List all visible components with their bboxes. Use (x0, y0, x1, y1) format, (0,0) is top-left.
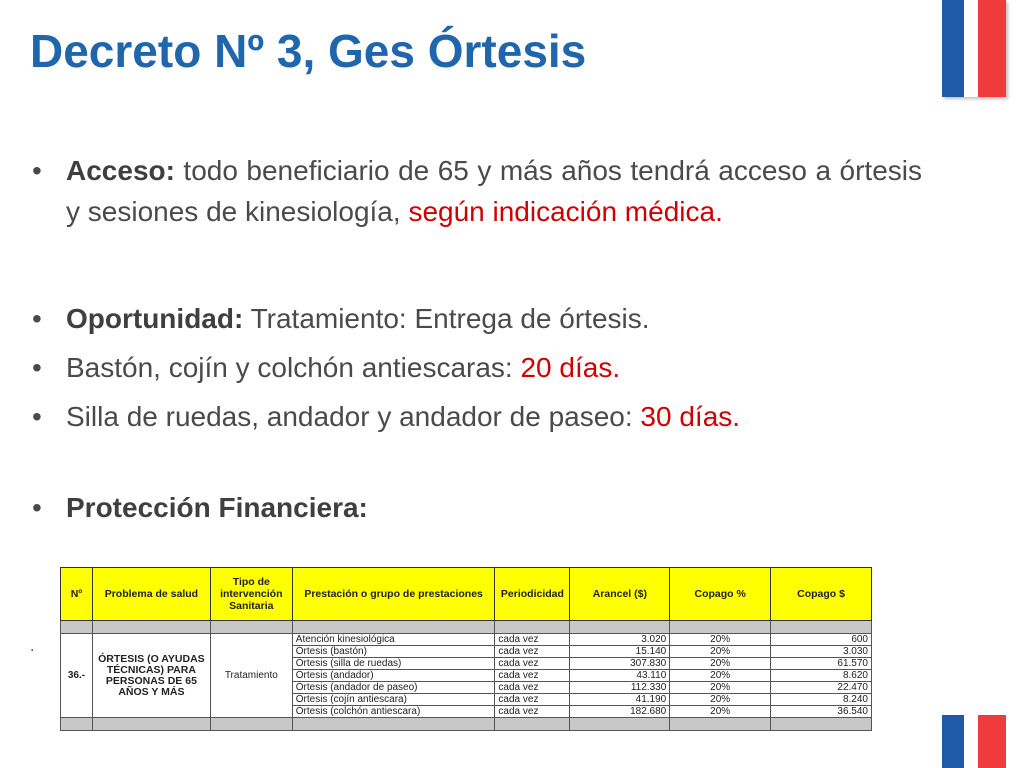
cell-copago-val: 36.540 (771, 706, 872, 718)
baston-red-text: 20 días. (520, 352, 621, 383)
silla-text: Silla de ruedas, andador y andador de paseo: (66, 401, 633, 432)
header-problema: Problema de salud (92, 568, 210, 621)
health-problem: ÓRTESIS (O AYUDAS TÉCNICAS) PARA PERSONAS DE 65 AÑOS Y MÁS (92, 634, 210, 718)
acceso-red-text: según indicación médica. (408, 196, 723, 227)
spacer-row (61, 621, 872, 634)
cell-copago-pct: 20% (670, 670, 771, 682)
cell-copago-val: 600 (771, 634, 872, 646)
cell-prestacion: Órtesis (andador) (292, 670, 495, 682)
cell-periodicidad: cada vez (495, 694, 570, 706)
header-periodicidad: Periodicidad (495, 568, 570, 621)
silla-red-text: 30 días. (640, 401, 741, 432)
chile-flag-decoration-bottom (942, 715, 1006, 768)
cell-copago-val: 61.570 (771, 658, 872, 670)
bullet-oportunidad (30, 298, 922, 339)
spacer-row (61, 718, 872, 731)
cell-arancel: 112.330 (570, 682, 670, 694)
bullet-proteccion (30, 487, 922, 528)
cell-arancel: 15.140 (570, 646, 670, 658)
cell-copago-pct: 20% (670, 682, 771, 694)
header-n: Nº (61, 568, 93, 621)
cell-copago-val: 3.030 (771, 646, 872, 658)
financial-table (60, 567, 872, 731)
cell-copago-val: 22.470 (771, 682, 872, 694)
bullet-list (30, 150, 922, 528)
header-copago-val: Copago $ (771, 568, 872, 621)
table-row (61, 634, 872, 646)
proteccion-label: Protección Financiera: (66, 492, 368, 523)
oportunidad-text: Tratamiento: Entrega de órtesis. (250, 303, 650, 334)
cell-prestacion: Atención kinesiológica (292, 634, 495, 646)
acceso-label: Acceso: (66, 155, 175, 186)
header-arancel: Arancel ($) (570, 568, 670, 621)
oportunidad-label: Oportunidad: (66, 303, 244, 334)
cell-copago-val: 8.240 (771, 694, 872, 706)
bullet-silla (30, 396, 922, 437)
bullet-acceso (30, 150, 922, 232)
cell-arancel: 182.680 (570, 706, 670, 718)
cell-periodicidad: cada vez (495, 634, 570, 646)
cell-prestacion: Órtesis (bastón) (292, 646, 495, 658)
cell-periodicidad: cada vez (495, 670, 570, 682)
row-number: 36.- (61, 634, 93, 718)
cell-copago-pct: 20% (670, 658, 771, 670)
intervention-type: Tratamiento (210, 634, 292, 718)
cell-copago-val: 8.620 (771, 670, 872, 682)
cell-copago-pct: 20% (670, 706, 771, 718)
cell-copago-pct: 20% (670, 694, 771, 706)
cell-prestacion: Órtesis (cojín antiescara) (292, 694, 495, 706)
cell-periodicidad: cada vez (495, 658, 570, 670)
header-prestacion: Prestación o grupo de prestaciones (292, 568, 495, 621)
stray-dot: . (30, 638, 35, 655)
cell-arancel: 43.110 (570, 670, 670, 682)
chile-flag-decoration-top (942, 0, 1006, 97)
cell-prestacion: Órtesis (silla de ruedas) (292, 658, 495, 670)
cell-copago-pct: 20% (670, 646, 771, 658)
cell-prestacion: Órtesis (colchón antiescara) (292, 706, 495, 718)
cell-arancel: 41.190 (570, 694, 670, 706)
header-tipo: Tipo de intervención Sanitaria (210, 568, 292, 621)
cell-arancel: 307.830 (570, 658, 670, 670)
cell-periodicidad: cada vez (495, 646, 570, 658)
baston-text: Bastón, cojín y colchón antiescaras: (66, 352, 513, 383)
header-copago-pct: Copago % (670, 568, 771, 621)
acceso-text: todo beneficiario de 65 y más años tendrá acceso a órtesis y sesiones de kinesiología, (66, 155, 922, 227)
cell-periodicidad: cada vez (495, 706, 570, 718)
table-header-row (61, 568, 872, 621)
cell-periodicidad: cada vez (495, 682, 570, 694)
cell-prestacion: Órtesis (andador de paseo) (292, 682, 495, 694)
cell-copago-pct: 20% (670, 634, 771, 646)
slide-title: Decreto Nº 3, Ges Órtesis (30, 25, 587, 77)
cell-arancel: 3.020 (570, 634, 670, 646)
bullet-baston (30, 347, 922, 388)
